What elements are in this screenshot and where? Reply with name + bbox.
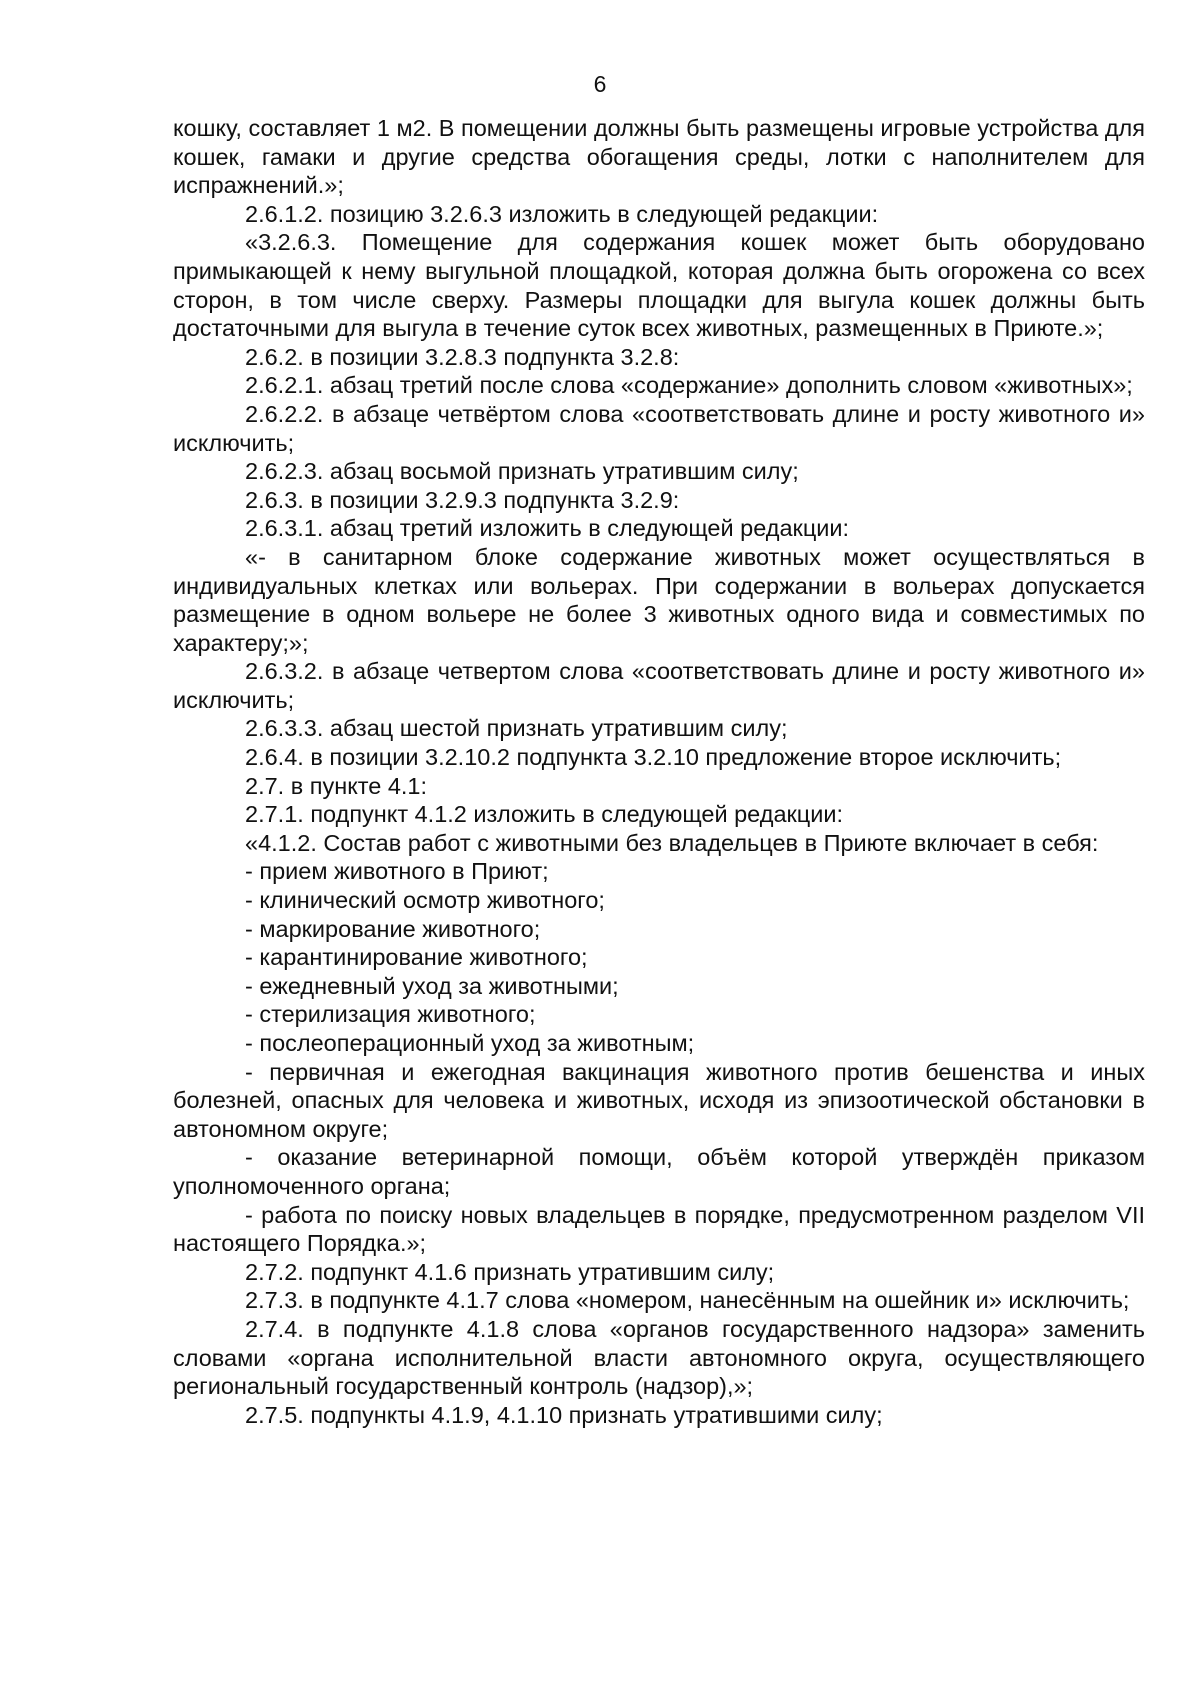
document-body — [173, 114, 1145, 1429]
page-number: 6 — [593, 71, 607, 97]
paragraph-24: - первичная и ежегодная вакцинация животного против бешенства и иных болезней, опасных для человека и животных, исходя из эпизоотической обстановки в автономном округе; — [173, 1058, 1145, 1142]
paragraph-17: - прием животного в Приют; — [245, 858, 549, 885]
paragraph-14: 2.7. в пункте 4.1: — [245, 772, 428, 799]
paragraph-1: кошку, составляет 1 м2. В помещении должны быть размещены игровые устройства для кошек, гамаки и другие средства обогащения среды, лотки с наполнителем для испражнений.»; — [173, 115, 1145, 199]
paragraph-22: - стерилизация животного; — [245, 1001, 536, 1028]
paragraph-21: - ежедневный уход за животными; — [245, 972, 619, 999]
paragraph-5: 2.6.2.1. абзац третий после слова «содержание» дополнить словом «животных»; — [245, 372, 1133, 399]
paragraph-3: «3.2.6.3. Помещение для содержания кошек может быть оборудовано примыкающей к нему выгульной площадкой, которая должна быть огорожена со всех сторон, в том числе сверху. Размеры площадки для выгула кошек должны быть достаточными для выгула в течение суток всех животных, размещенных в Приюте.»; — [173, 229, 1145, 342]
paragraph-28: 2.7.3. в подпункте 4.1.7 слова «номером, нанесённым на ошейник и» исключить; — [245, 1287, 1130, 1314]
paragraph-15: 2.7.1. подпункт 4.1.2 изложить в следующей редакции: — [245, 801, 844, 828]
paragraph-12: 2.6.3.3. абзац шестой признать утратившим силу; — [245, 715, 788, 742]
paragraph-4: 2.6.2. в позиции 3.2.8.3 подпункта 3.2.8: — [245, 343, 680, 370]
paragraph-6: 2.6.2.2. в абзаце четвёртом слова «соответствовать длине и росту животного и» исключить; — [173, 400, 1145, 456]
paragraph-26: - работа по поиску новых владельцев в порядке, предусмотренном разделом VII настоящего Порядка.»; — [173, 1201, 1145, 1257]
paragraph-7: 2.6.2.3. абзац восьмой признать утратившим силу; — [245, 458, 799, 485]
paragraph-13: 2.6.4. в позиции 3.2.10.2 подпункта 3.2.10 предложение второе исключить; — [245, 744, 1062, 771]
paragraph-20: - карантинирование животного; — [245, 944, 588, 971]
paragraph-29: 2.7.4. в подпункте 4.1.8 слова «органов государственного надзора» заменить словами «органа исполнительной власти автономного округа, осуществляющего региональный государственный контроль (надзор),»; — [173, 1315, 1145, 1400]
paragraph-16: «4.1.2. Состав работ с животными без владельцев в Приюте включает в себя: — [245, 829, 1099, 856]
paragraph-11: 2.6.3.2. в абзаце четвертом слова «соответствовать длине и росту животного и» исключить; — [173, 658, 1145, 713]
paragraph-27: 2.7.2. подпункт 4.1.6 признать утратившим силу; — [245, 1258, 775, 1285]
paragraph-25: - оказание ветеринарной помощи, объём которой утверждён приказом уполномоченного органа; — [173, 1144, 1145, 1199]
paragraph-19: - маркирование животного; — [245, 915, 541, 942]
paragraph-30: 2.7.5. подпункты 4.1.9, 4.1.10 признать утратившими силу; — [245, 1401, 883, 1428]
paragraph-2: 2.6.1.2. позицию 3.2.6.3 изложить в следующей редакции: — [245, 200, 879, 227]
paragraph-9: 2.6.3.1. абзац третий изложить в следующей редакции: — [245, 515, 850, 542]
paragraph-8: 2.6.3. в позиции 3.2.9.3 подпункта 3.2.9: — [245, 486, 680, 513]
paragraph-18: - клинический осмотр животного; — [245, 887, 605, 914]
paragraph-23: - послеоперационный уход за животным; — [245, 1030, 695, 1056]
paragraph-10: «- в санитарном блоке содержание животных может осуществляться в индивидуальных клетках или вольерах. При содержании в вольерах допускается размещение в одном вольере не более 3 животных одного вида и совместимых по характеру;»; — [173, 543, 1145, 656]
